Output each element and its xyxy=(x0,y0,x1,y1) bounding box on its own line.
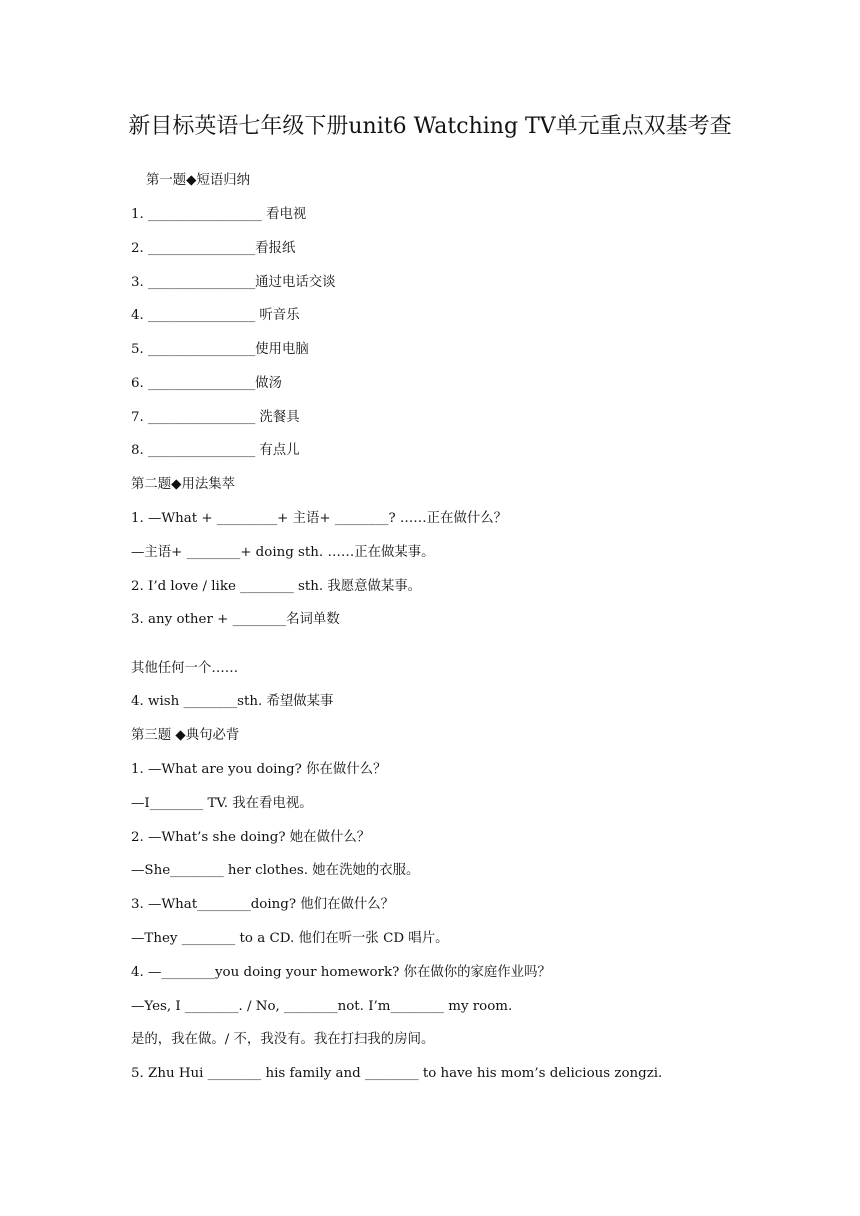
sentence-line-7: 4. —________you doing your homework? 你在做你的家庭作业吗？ xyxy=(131,965,551,980)
phrase-item-8: 8. ________________ 有点儿 xyxy=(131,443,300,458)
usage-line-5: 其他任何一个…… xyxy=(131,661,239,676)
usage-line-3: 2. I’d love / like ________ sth. 我愿意做某事。 xyxy=(131,579,422,594)
usage-line-2: —主语+ ________+ doing sth. ……正在做某事。 xyxy=(131,545,435,560)
sentence-line-9: 是的，我在做。/ 不，我没有。我在打扫我的房间。 xyxy=(131,1032,435,1047)
sentence-line-5: 3. —What________doing? 他们在做什么？ xyxy=(131,897,395,912)
phrase-item-3: 3. ________________通过电话交谈 xyxy=(131,275,336,290)
section3-heading: 第三题 ◆典句必背 xyxy=(131,728,240,743)
sentence-line-8: —Yes, I ________. / No, ________not. I’m________ my room. xyxy=(131,999,513,1014)
sentence-line-3: 2. —What’s she doing? 她在做什么？ xyxy=(131,830,371,845)
section1-heading: 第一题◆短语归纳 xyxy=(146,173,251,188)
section2-heading: 第二题◆用法集萃 xyxy=(131,477,236,492)
usage-line-4: 3. any other + ________名词单数 xyxy=(131,612,340,627)
phrase-item-6: 6. ________________做汤 xyxy=(131,376,282,391)
sentence-line-6: —They ________ to a CD. 他们在听一张 CD 唱片。 xyxy=(131,931,449,946)
document-title: 新目标英语七年级下册unit6 Watching TV单元重点双基考查 xyxy=(128,114,732,139)
usage-line-1: 1. —What + _________+ 主语+ ________? ……正在做什么？ xyxy=(131,511,508,526)
phrase-item-1: 1. _________________ 看电视 xyxy=(131,207,307,222)
phrase-item-7: 7. ________________ 洗餐具 xyxy=(131,410,300,425)
sentence-line-1: 1. —What are you doing? 你在做什么？ xyxy=(131,762,387,777)
phrase-item-4: 4. ________________ 听音乐 xyxy=(131,308,300,323)
sentence-line-10: 5. Zhu Hui ________ his family and ________ to have his mom’s delicious zongzi. xyxy=(131,1066,663,1081)
sentence-line-2: —I________ TV. 我在看电视。 xyxy=(131,796,313,811)
sentence-line-4: —She________ her clothes. 她在洗她的衣服。 xyxy=(131,863,420,878)
usage-line-6: 4. wish ________sth. 希望做某事 xyxy=(131,694,334,709)
phrase-item-2: 2. ________________看报纸 xyxy=(131,241,296,256)
phrase-item-5: 5. ________________使用电脑 xyxy=(131,342,309,357)
